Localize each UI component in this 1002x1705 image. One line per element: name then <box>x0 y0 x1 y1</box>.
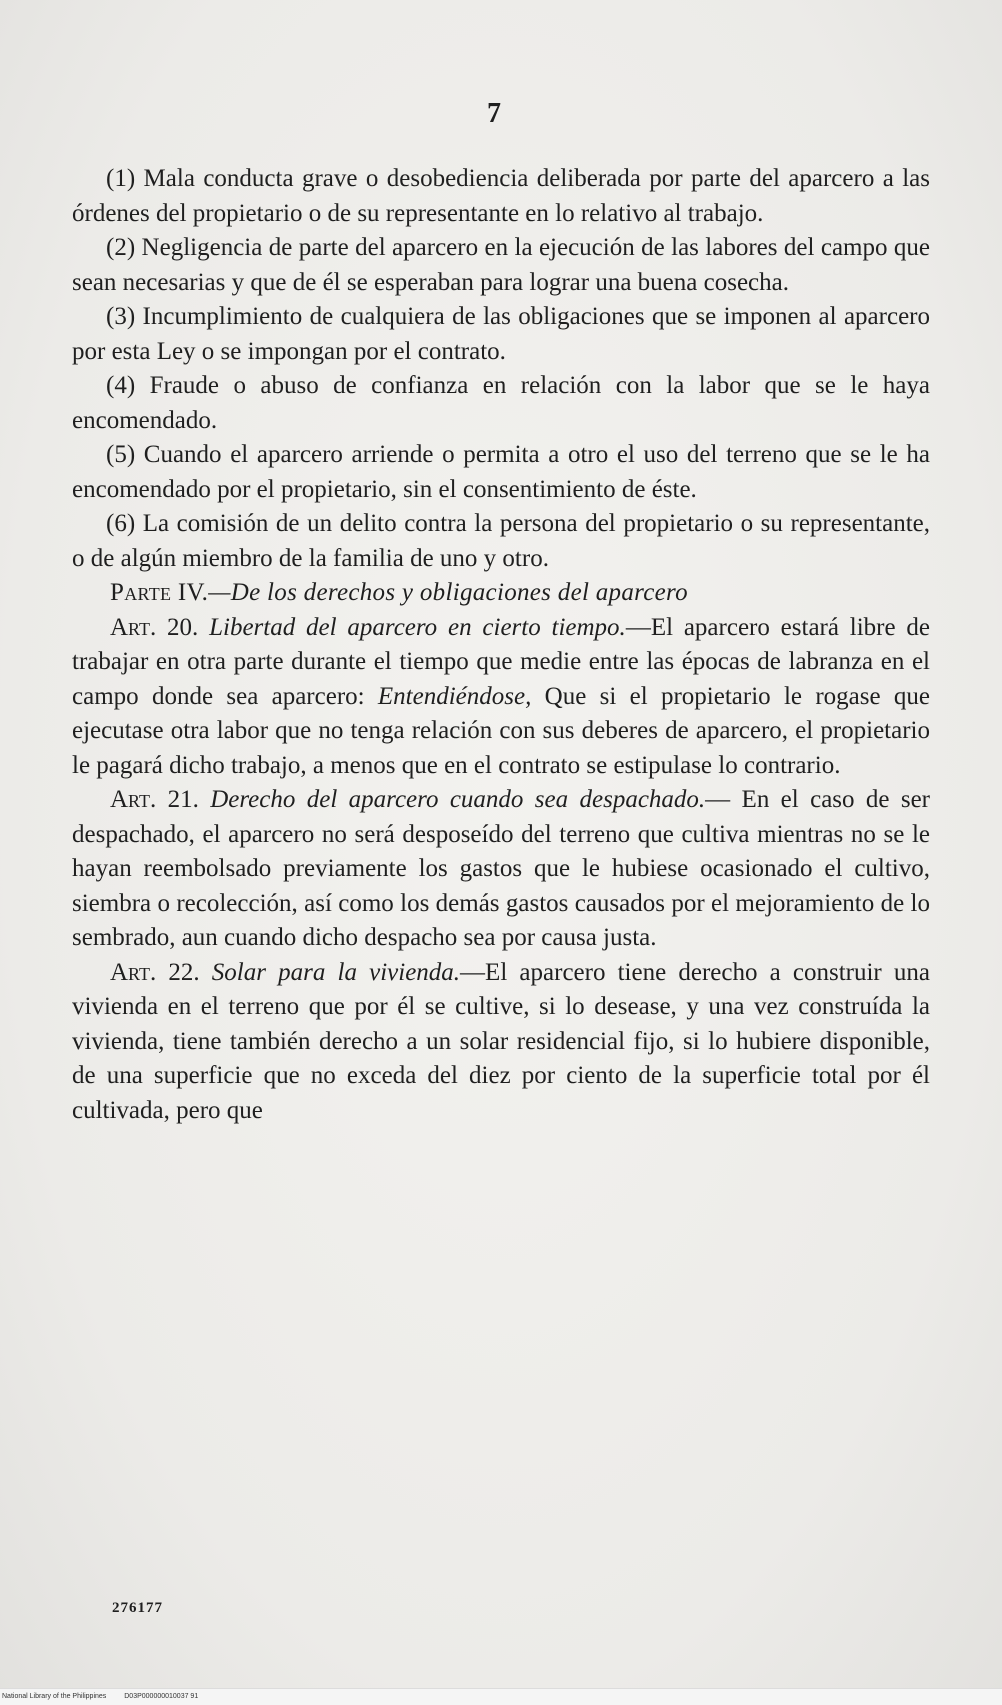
article-label: Art. 20. <box>110 613 199 641</box>
list-item: (3) Incumplimiento de cualquiera de las obligaciones que se imponen al aparcero por esta Ley o se impongan por el contrato. <box>72 303 930 365</box>
article-22 <box>72 956 930 1129</box>
page-number: 7 <box>487 98 501 129</box>
article-title: Solar para la vivienda. <box>211 958 461 986</box>
footer-code: 276177 <box>112 1600 163 1616</box>
article-text-continued: Que si el propietario le rogase que ejecutase otra labor que no tenga relación con sus deberes de aparcero, el propietario le pagará dicho trabajo, a menos que en el contrato se estipulase lo contrario. <box>72 682 930 779</box>
scan-identifier: D03P000000010037 91 <box>124 1693 199 1700</box>
list-item: (4) Fraude o abuso de confianza en relación con la labor que se le haya encomendado. <box>72 372 930 434</box>
article-title: Derecho del aparcero cuando sea despachado. <box>210 786 706 813</box>
list-item: (1) Mala conducta grave o desobediencia deliberada por parte del aparcero a las órdenes del propietario o de su representante en lo relativo al trabajo. <box>72 165 930 227</box>
library-credit: National Library of the Philippines <box>2 1693 107 1700</box>
article-italic-text: Entendiéndose, <box>377 682 532 710</box>
article-21 <box>72 783 930 956</box>
article-text: —El aparcero estará libre de trabajar en otra parte durante el tiempo que medie entre las épocas de labranza en el campo donde sea aparcero: <box>72 613 930 710</box>
scan-info-strip <box>0 1688 1002 1705</box>
part-heading <box>72 576 930 611</box>
list-item: (5) Cuando el aparcero arriende o permita a otro el uso del terreno que se le ha encomendado por el propietario, sin el consentimiento de éste. <box>72 441 930 503</box>
body-text <box>72 162 930 1128</box>
article-text: —El aparcero tiene derecho a construir una vivienda en el terreno que por él se cultive, si lo desease, y una vez construída la vivienda, tiene también derecho a un solar residencial fijo, si lo hubiere disponible, de una superficie que no exceda del diez por ciento de la superficie total por él cultivada, pero que <box>72 958 930 1124</box>
article-text: — En el caso de ser despachado, el aparcero no será desposeído del terreno que cultiva mientras no se le hayan reembolsado previamente los gastos que le hubiese ocasionado el cultivo, siembra o recolección, así como los demás gastos causados por el mejoramiento de lo sembrado, aun cuando dicho despacho sea por causa justa. <box>72 786 931 951</box>
article-label: Art. 21. <box>110 786 199 813</box>
part-title: —De los derechos y obligaciones del aparcero <box>208 579 688 606</box>
article-20 <box>72 611 930 784</box>
article-label: Art. 22. <box>110 958 200 986</box>
part-label: Parte IV. <box>110 579 209 606</box>
list-item: (2) Negligencia de parte del aparcero en la ejecución de las labores del campo que sean necesarias y que de él se esperaban para lograr una buena cosecha. <box>72 234 930 296</box>
list-item: (6) La comisión de un delito contra la persona del propietario o su representante, o de algún miembro de la familia de uno y otro. <box>72 510 930 572</box>
article-title: Libertad del aparcero en cierto tiempo. <box>209 613 626 641</box>
